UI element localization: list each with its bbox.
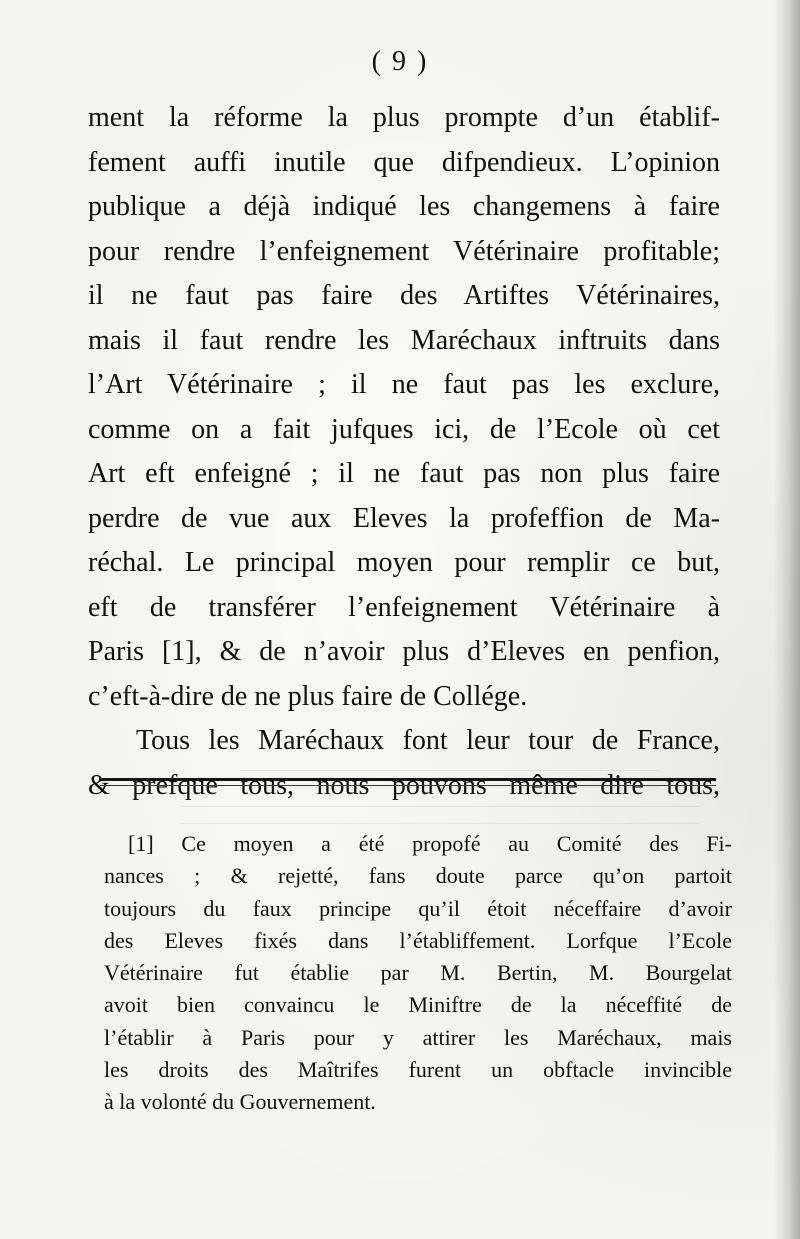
page-edge-shadow — [774, 0, 800, 1239]
footnote-line: Vétérinaire fut établie par M. Bertin, M. Bourgelat — [104, 960, 732, 986]
bleed-through-mark — [180, 806, 700, 824]
body-line: comme on a fait jufques ici, de l’Ecole où cet — [88, 413, 720, 445]
footnote-line: à la volonté du Gouvernement. — [104, 1089, 376, 1115]
body-line: Art eft enfeigné ; il ne faut pas non plus faire — [88, 458, 720, 489]
footnote-line: toujours du faux principe qu’il étoit néceffaire d’avoir — [104, 895, 732, 921]
footnote-line: [1] Ce moyen a été propofé au Comité des Fi- — [128, 831, 732, 856]
body-line-paragraph-start: Tous les Maréchaux font leur tour de France, — [136, 725, 720, 756]
body-line: l’Art Vétérinaire ; il ne faut pas les exclure, — [88, 369, 720, 400]
body-line: il ne faut pas faire des Artiftes Vétérinaires, — [88, 280, 720, 311]
body-line: ment la réforme la plus prompte d’un établif- — [88, 102, 720, 133]
footnote-separator-rule — [100, 778, 716, 781]
body-line: eft de transférer l’enfeignement Vétérinaire à — [88, 591, 720, 623]
body-line: perdre de vue aux Eleves la profeffion de Ma- — [88, 502, 720, 534]
body-line: publique a déjà indiqué les changemens à faire — [88, 191, 720, 222]
body-line: pour rendre l’enfeignement Vétérinaire profitable; — [88, 235, 720, 267]
body-text — [88, 96, 720, 808]
body-line: Paris [1], & de n’avoir plus d’Eleves en penfion, — [88, 636, 720, 667]
body-line: fement auffi inutile que difpendieux. L’opinion — [88, 146, 720, 178]
footnote — [104, 828, 732, 1119]
footnote-line: avoit bien convaincu le Miniftre de la néceffité de — [104, 992, 732, 1018]
body-line: réchal. Le principal moyen pour remplir ce but, — [88, 547, 720, 578]
body-line: mais il faut rendre les Maréchaux inftruits dans — [88, 324, 720, 356]
footnote-line: nances ; & rejetté, fans doute parce qu’on partoit — [104, 863, 732, 889]
footnote-line: l’établir à Paris pour y attirer les Maréchaux, mais — [104, 1024, 732, 1050]
page-number: ( 9 ) — [371, 46, 429, 77]
footnote-separator-rule-thin — [100, 785, 716, 786]
footnote-line: les droits des Maîtrifes furent un obftacle invincible — [104, 1057, 732, 1083]
body-line: c’eft-à-dire de ne plus faire de Collége. — [88, 680, 528, 712]
footnote-line: des Eleves fixés dans l’établiffement. Lorfque l’Ecole — [104, 927, 732, 953]
body-line: & prefque tous, nous pouvons même dire tous, — [88, 769, 720, 801]
